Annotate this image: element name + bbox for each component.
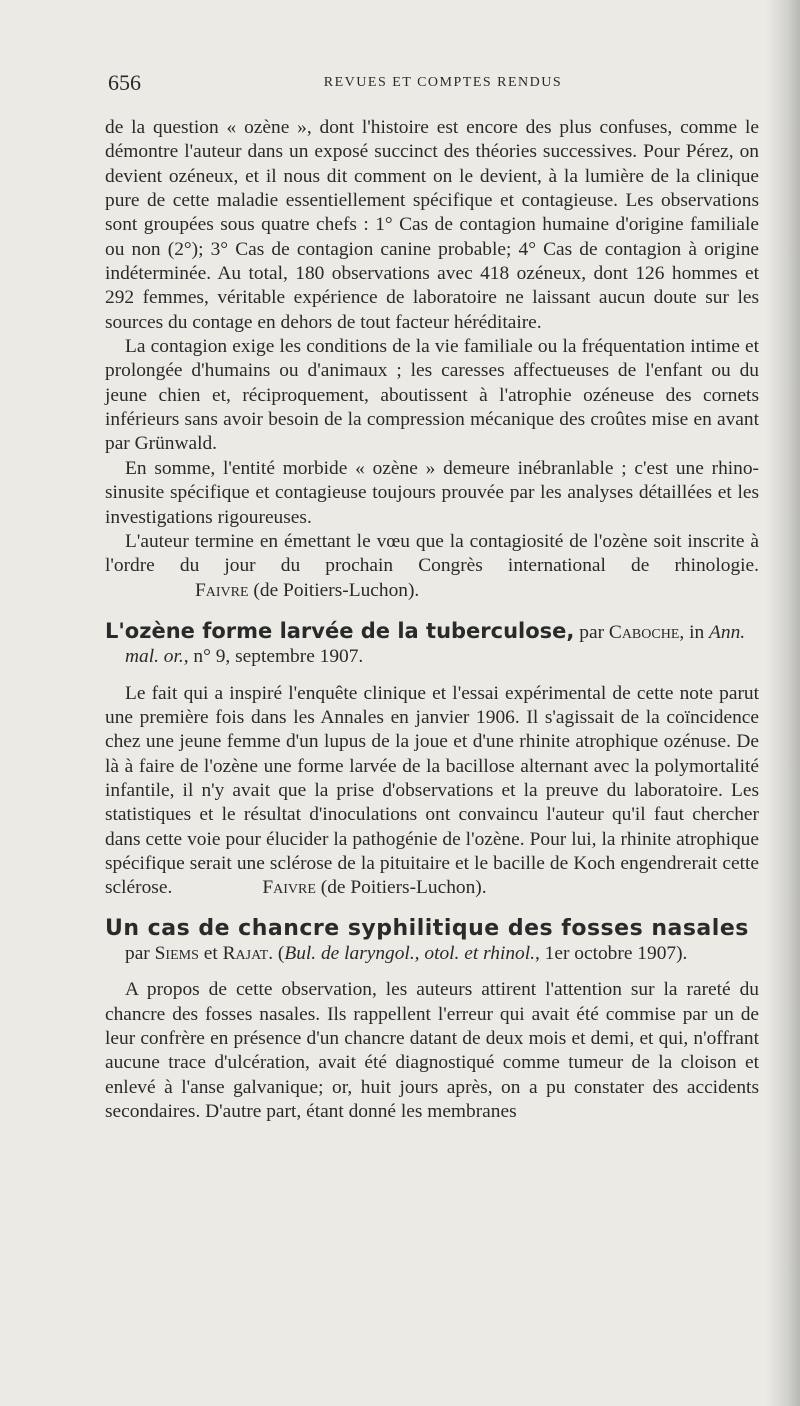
review3-author1: Siems	[154, 943, 199, 964]
review3-heading	[105, 917, 759, 967]
spacer	[105, 901, 759, 917]
spacer	[105, 966, 759, 978]
review3-ref-open: . (	[268, 943, 285, 964]
review2-author: Caboche	[608, 621, 680, 643]
review3-title: Un cas de chancre syphilitique des fosses nasales	[105, 915, 749, 941]
review3-journal: Bul. de laryngol., otol. et rhinol.	[284, 943, 535, 964]
review2-paragraph-1-text: Le fait qui a inspiré l'enquête clinique et l'essai expérimental de cette note parut une première fois dans les Annales en janvier 1906. Il s'agissait de la coïncidence chez une jeune femme d'un lupus de la joue et d'une rhinite atrophique ozénuse. De là à faire de l'ozène une forme larvée de la bacillose alternant avec la polymortalité infantile, il n'y avait que la prise d'observations et la preuve du laboratoire. Les statistiques et le résultat d'inoculations ont convaincu l'auteur qu'il faut chercher dans cette voie pour élucider la pathogénie de l'ozène. Pour lui, la rhinite atrophique spécifique serait une sclérose de la pituitaire et le bacille de Koch engendrerait cette sclérose.	[105, 682, 759, 899]
review1-paragraph-4	[105, 530, 759, 603]
review2-heading	[105, 619, 759, 670]
review3-ref-year: 1907).	[637, 943, 688, 964]
review3-author2: Rajat	[222, 943, 269, 964]
review2-signature-name: Faivre	[262, 877, 316, 899]
review3-paragraph-1: A propos de cette observation, les auteurs attirent l'attention sur la rareté du chancre des fosses nasales. Ils rappellent l'erreur qui avait été commise par un de leur confrère en présence d'un chancre datant de deux mois et demi, et qui, n'offrant aucune trace d'ulcération, avait été diagnostiqué comme tumeur de la cloison et enlevé à l'anse galvanique; or, huit jours après, on a pu constater des accidents secondaires. D'autre part, étant donné les membranes	[105, 979, 759, 1123]
page-number: 656	[108, 70, 141, 95]
review2-title: L'ozène forme larvée de la tuberculose,	[105, 618, 575, 643]
running-head: REVUES ET COMPTES RENDUS	[323, 75, 563, 90]
review1-paragraph-4-text: L'auteur termine en émettant le vœu que la contagiosité de l'ozène soit inscrite à l'ordre du jour du prochain Congrès international de rhinologie.	[105, 530, 759, 577]
review3-ref-date: , 1er octobre	[534, 943, 633, 964]
review2-in: , in	[679, 621, 705, 643]
review3-and: et	[203, 943, 218, 964]
review2-ref: , n° 9, septembre 1907.	[183, 646, 364, 668]
review1-signature	[175, 579, 419, 603]
review2-by: par	[579, 621, 605, 643]
review2-paragraph-1	[105, 682, 759, 901]
review1-paragraph-2: La contagion exige les conditions de la vie familiale ou la fréquentation intime et prolongée d'humains ou d'animaux ; les caresses affectueuses de l'enfant ou du jeune chien et, réciproquement, aboutissent à l'atrophie ozéneuse des cornets inférieurs sans avoir besoin de la compression mécanique des croûtes mise en avant par Grünwald.	[105, 336, 759, 455]
page-header	[108, 70, 758, 96]
review1-signature-name: Faivre	[195, 579, 249, 601]
review1-signature-place: (de Poitiers-Luchon).	[253, 579, 420, 601]
review2-signature	[242, 876, 486, 900]
review2-signature-place: (de Poitiers-Luchon).	[320, 877, 487, 899]
review3-by: par	[125, 943, 150, 964]
review1-paragraph-3: En somme, l'entité morbide « ozène » demeure inébranlable ; c'est une rhino-sinusite spécifique et contagieuse toujours prouvée par les analyses détaillées et les investigations rigoureuses.	[105, 457, 759, 528]
spacer	[105, 670, 759, 682]
page-body	[105, 116, 759, 1124]
binding-shadow	[766, 0, 800, 1406]
review2-journal: Ann. mal. or.	[125, 621, 746, 668]
review1-paragraph-1: de la question « ozène », dont l'histoire est encore des plus confuses, comme le démontre l'auteur dans un exposé succinct des théories successives. Pour Pérez, on devient ozéneux, et il nous dit comment on le devient, à la lumière de la clinique pure de cette maladie essentiellement spécifique et contagieuse. Les observations sont groupées sous quatre chefs : 1° Cas de contagion humaine d'origine familiale ou non (2°); 3° Cas de contagion canine probable; 4° Cas de contagion à origine indéterminée. Au total, 180 observations avec 418 ozéneux, dont 126 hommes et 292 femmes, véritable expérience de laboratoire ne laissant aucun doute sur les sources du contage en dehors de tout facteur héréditaire.	[105, 117, 759, 333]
spacer	[105, 603, 759, 619]
